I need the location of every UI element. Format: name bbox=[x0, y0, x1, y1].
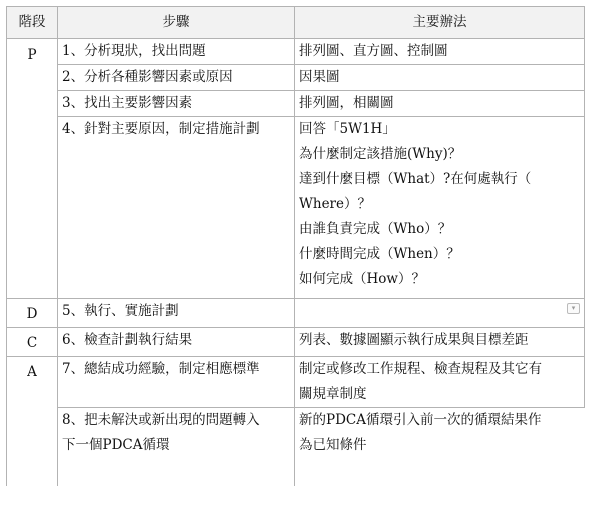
step-line: 8、把未解決或新出現的問題轉入 bbox=[62, 412, 260, 428]
header-step: 步驟 bbox=[58, 7, 295, 39]
phase-label: C bbox=[26, 335, 38, 351]
step-cell bbox=[58, 299, 295, 328]
step-cell bbox=[58, 408, 295, 487]
method-cell bbox=[295, 39, 585, 65]
method-text: 排列圖、直方圖、控制圖 bbox=[299, 43, 448, 59]
step-cell bbox=[58, 91, 295, 117]
method-cell bbox=[295, 328, 585, 357]
method-line: 達到什麼目標（What）?在何處執行（ bbox=[299, 171, 532, 187]
table-row bbox=[7, 299, 585, 328]
method-text: 因果圖 bbox=[299, 69, 340, 85]
step-cell bbox=[58, 39, 295, 65]
step-text: 7、總結成功經驗，制定相應標準 bbox=[62, 361, 260, 377]
step-text: 3、找出主要影響因素 bbox=[62, 95, 193, 111]
method-cell bbox=[295, 65, 585, 91]
table-row bbox=[7, 39, 585, 65]
step-cell bbox=[58, 117, 295, 299]
method-line: 關規章制度 bbox=[299, 386, 367, 402]
phase-label: P bbox=[27, 47, 37, 63]
step-text: 2、分析各種影響因素或原因 bbox=[62, 69, 233, 85]
method-text: 列表、數據圖顯示執行成果與目標差距 bbox=[299, 332, 529, 348]
step-cell bbox=[58, 65, 295, 91]
step-line: 下一個PDCA循環 bbox=[62, 437, 170, 453]
method-cell bbox=[295, 117, 585, 299]
method-line: 回答「5W1H」 bbox=[299, 121, 396, 137]
header-method: 主要辦法 bbox=[295, 7, 585, 39]
phase-cell-c bbox=[7, 328, 58, 357]
phase-cell-a bbox=[7, 357, 58, 487]
method-cell bbox=[295, 91, 585, 117]
phase-label: A bbox=[27, 364, 37, 380]
table-row bbox=[7, 357, 585, 408]
table-row bbox=[7, 328, 585, 357]
step-text: 6、檢查計劃執行結果 bbox=[62, 332, 193, 348]
step-text: 4、針對主要原因，制定措施計劃 bbox=[62, 121, 260, 137]
method-cell bbox=[295, 408, 585, 487]
method-line: 制定或修改工作規程、檢查規程及其它有 bbox=[299, 361, 542, 377]
method-cell-empty[interactable] bbox=[295, 299, 585, 328]
phase-cell-p bbox=[7, 39, 58, 299]
step-cell bbox=[58, 328, 295, 357]
phase-label: D bbox=[26, 306, 38, 322]
pdca-table bbox=[6, 6, 585, 486]
method-line: 新的PDCA循環引入前一次的循環結果作 bbox=[299, 412, 542, 428]
table-row bbox=[7, 117, 585, 299]
table-row bbox=[7, 408, 585, 487]
method-cell bbox=[295, 357, 585, 408]
header-phase: 階段 bbox=[7, 7, 58, 39]
dropdown-arrow-icon[interactable]: ▾ bbox=[567, 303, 580, 314]
step-text: 1、分析現狀，找出問題 bbox=[62, 43, 206, 59]
step-text: 5、執行、實施計劃 bbox=[62, 303, 179, 319]
method-line: 什麼時間完成（When）？ bbox=[299, 246, 460, 262]
phase-cell-d bbox=[7, 299, 58, 328]
method-text: 排列圖，相關圖 bbox=[299, 95, 394, 111]
table-row bbox=[7, 91, 585, 117]
method-line: 為什麼制定該措施(Why)？ bbox=[299, 146, 462, 162]
header-row bbox=[7, 7, 585, 39]
method-line: 如何完成（How）？ bbox=[299, 271, 425, 287]
step-cell bbox=[58, 357, 295, 408]
table-row bbox=[7, 65, 585, 91]
method-line: 由誰負責完成（Who）？ bbox=[299, 221, 452, 237]
method-line: 為已知條件 bbox=[299, 437, 367, 453]
method-line: Where）？ bbox=[299, 196, 372, 212]
